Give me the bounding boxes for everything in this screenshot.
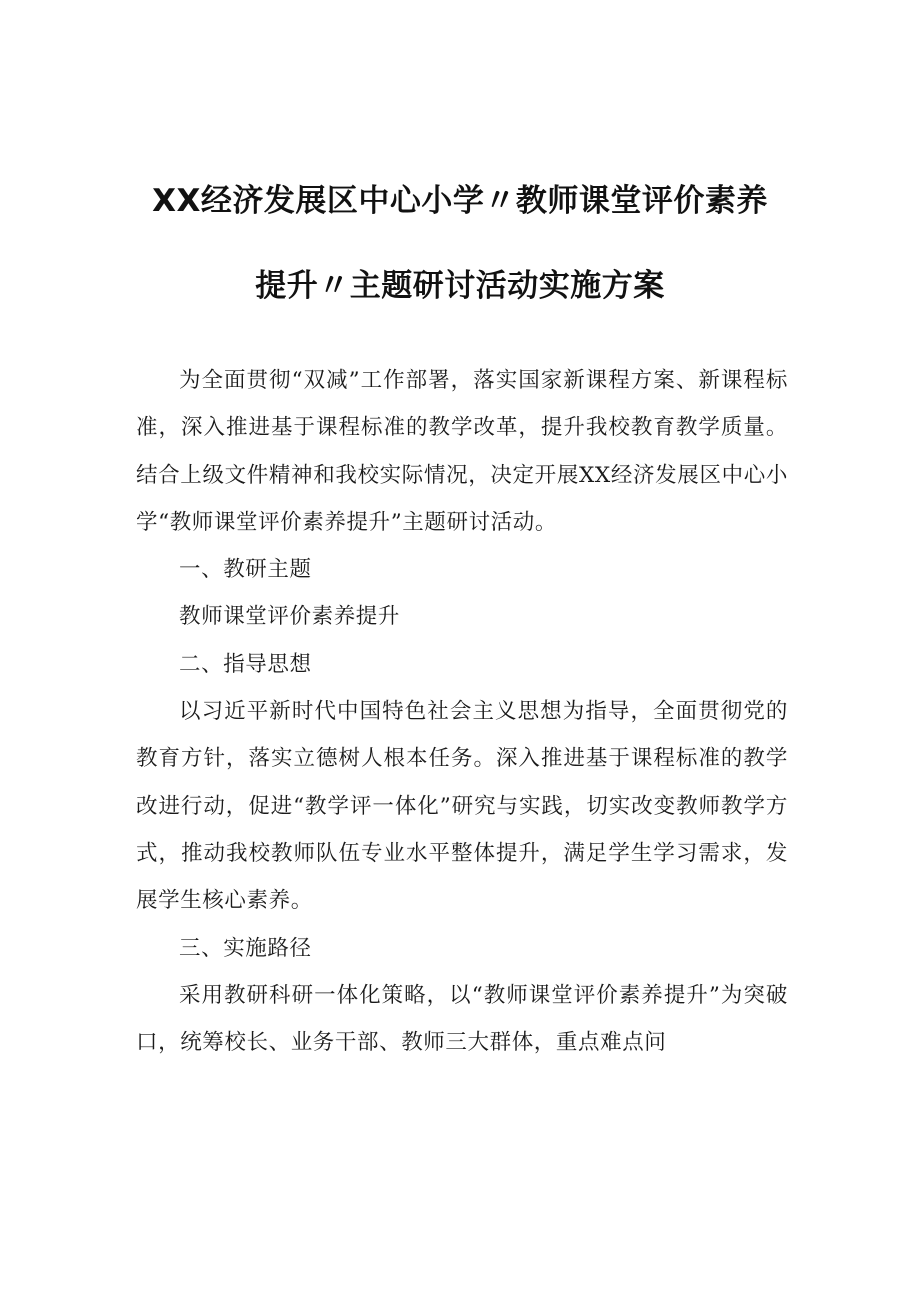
topic-paragraph: 教师课堂评价素养提升 xyxy=(179,604,401,630)
guiding-thought-paragraph: 以习近平新时代中国特色社会主义思想为指导，全面贯彻党的教育方针，落实立德树人根本任务。深入推进基于课程标准的教学改进行动，促进“教学评一体化”研究与实践，切实改变教师教学方式，推动我校教师队伍专业水平整体提升，满足学生学习需求，发展学生核心素养。 xyxy=(136,699,788,914)
implementation-path-paragraph: 采用教研科研一体化策略，以“教师课堂评价素养提升”为突破口，统筹校长、业务干部、教师三大群体，重点难点问 xyxy=(136,982,788,1056)
section-heading-guiding-thought: 二、指导思想 xyxy=(179,651,312,677)
document-body xyxy=(136,357,788,1066)
document-title-line-1: XX经济发展区中心小学〃教师课堂评价素养 xyxy=(152,183,768,219)
section-heading-topic: 一、教研主题 xyxy=(179,557,312,583)
document-title-line-2: 提升〃主题研讨活动实施方案 xyxy=(255,268,665,304)
section-heading-implementation-path: 三、实施路径 xyxy=(179,935,312,961)
intro-paragraph: 为全面贯彻“双减”工作部署，落实国家新课程方案、新课程标准，深入推进基于课程标准的教学改革，提升我校教育教学质量。结合上级文件精神和我校实际情况，决定开展XX经济发展区中心小学“教师课堂评价素养提升”主题研讨活动。 xyxy=(136,368,788,535)
